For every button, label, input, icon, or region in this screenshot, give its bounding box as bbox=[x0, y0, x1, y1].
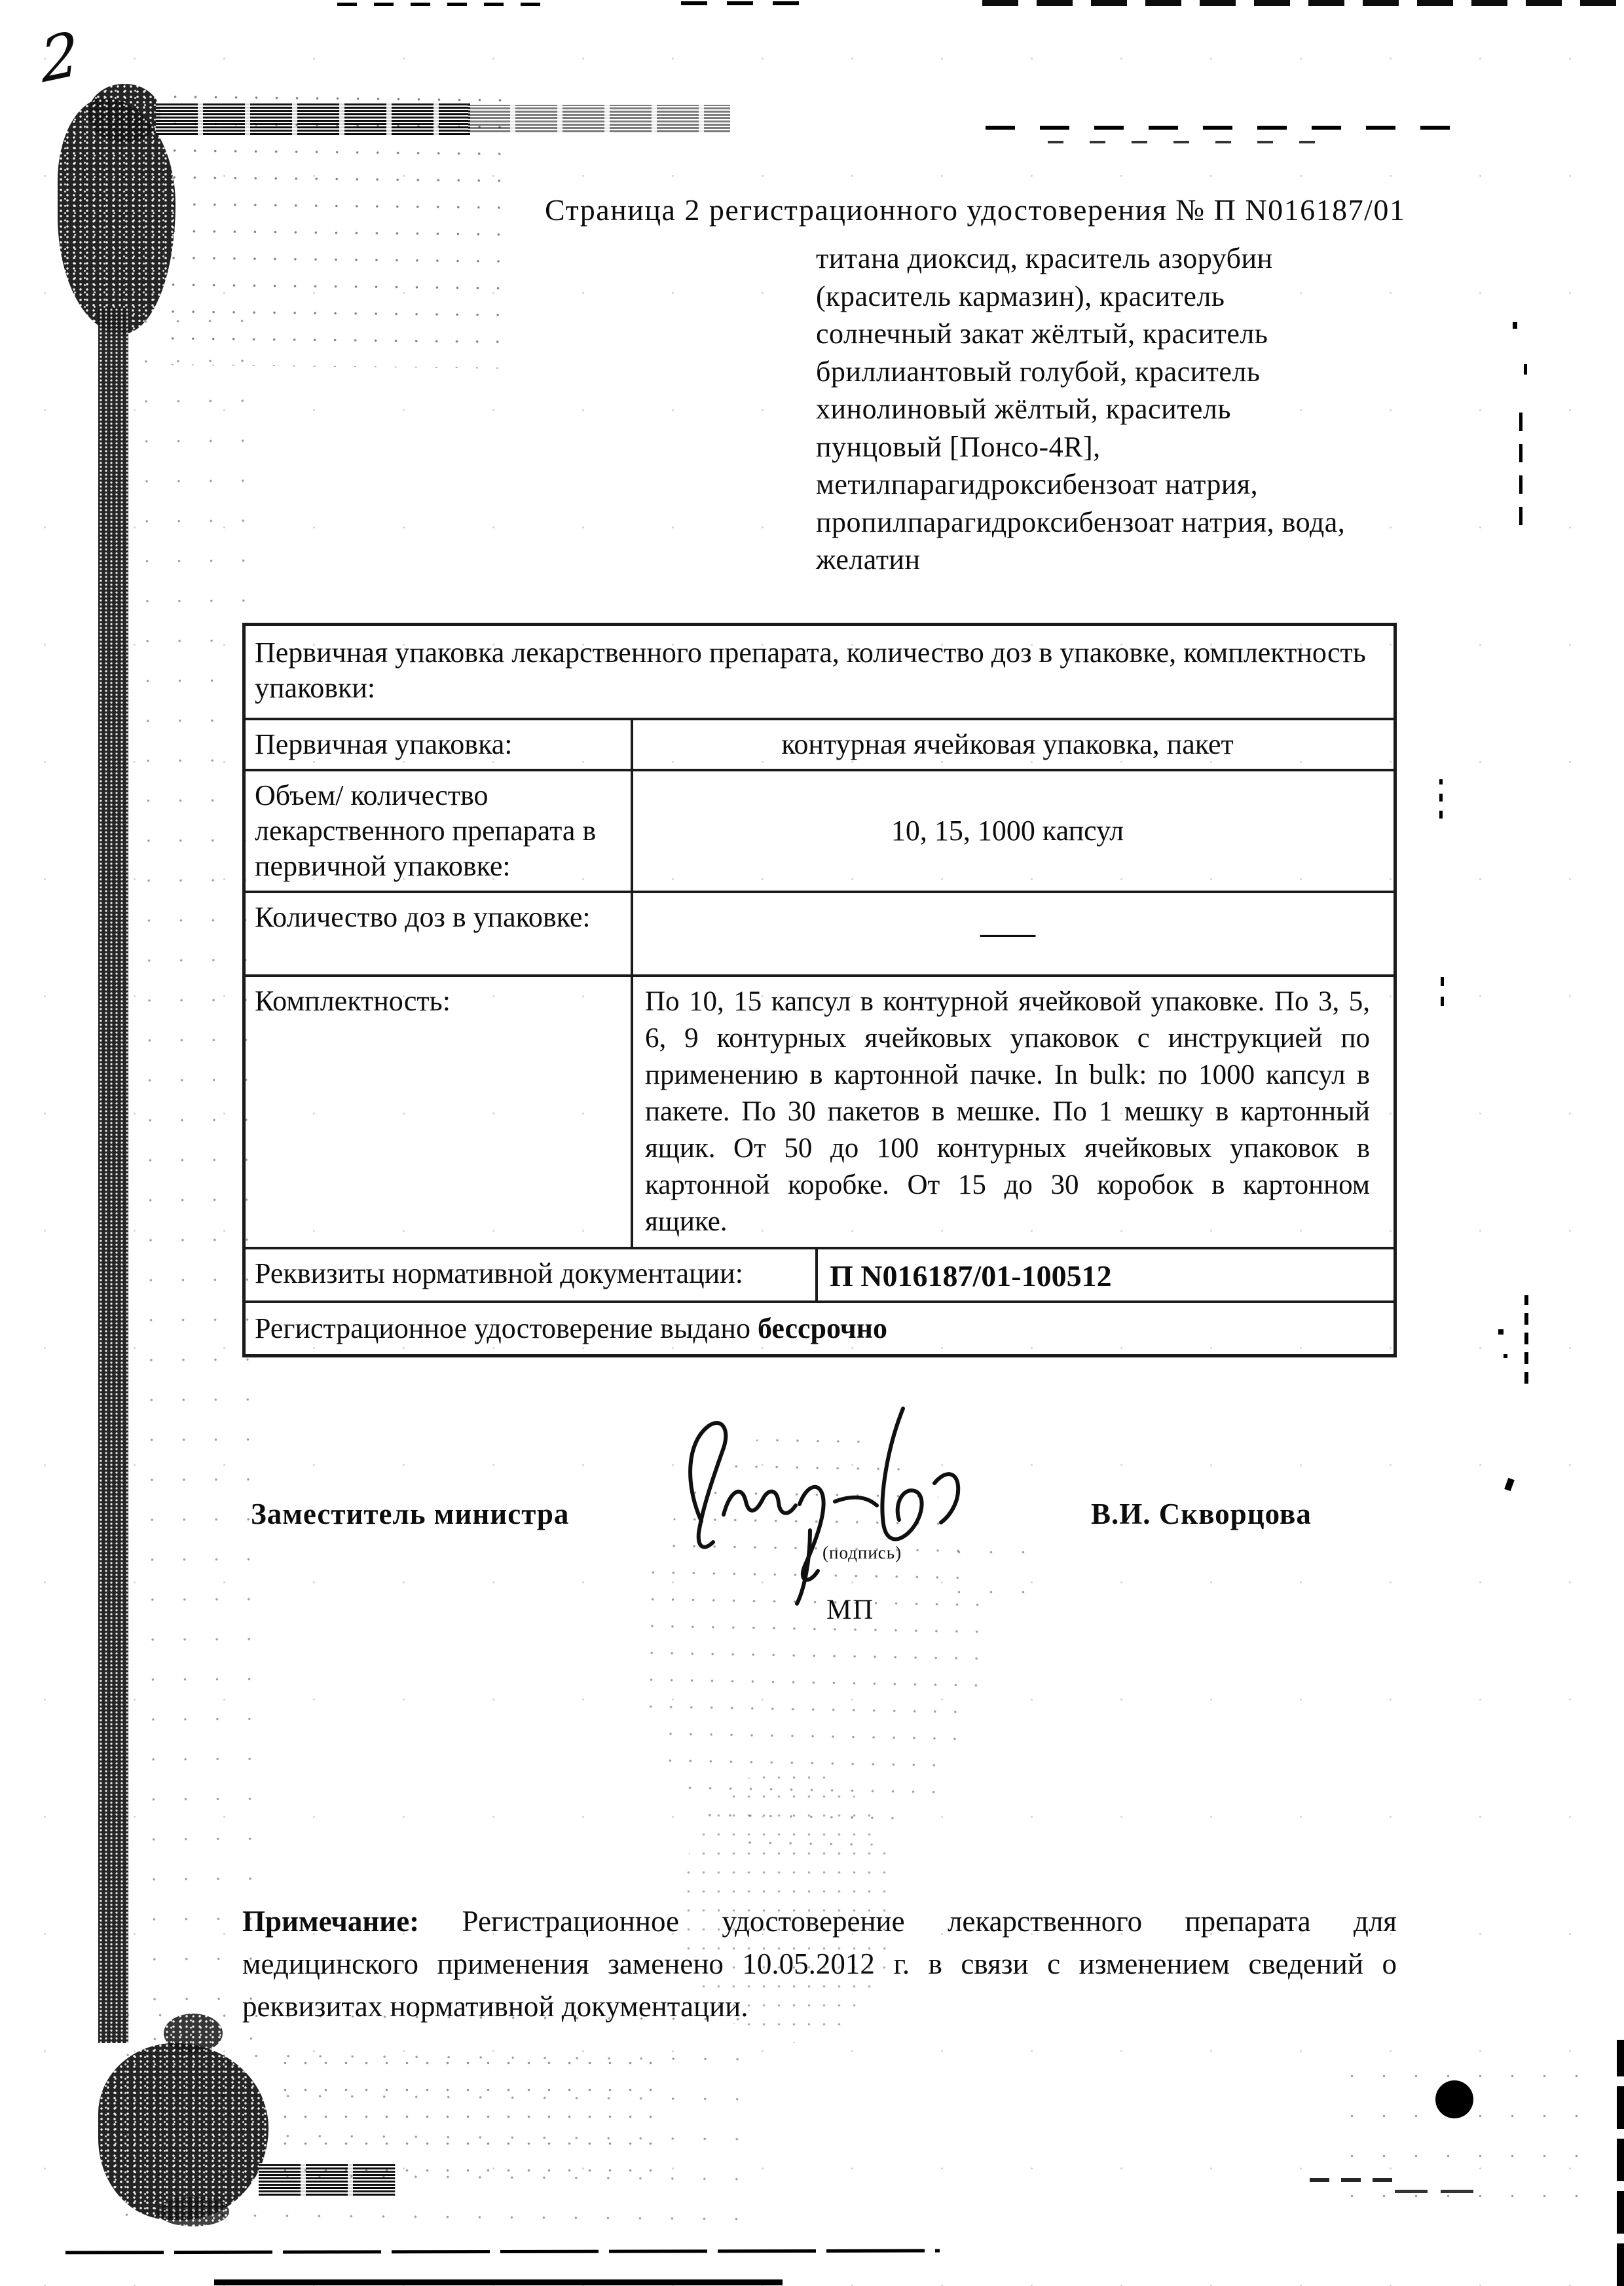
composition-line: титана диоксид, краситель азорубин bbox=[816, 242, 1273, 274]
scan-artifact-speck bbox=[1524, 364, 1527, 375]
scan-artifact-bottom-line-thick bbox=[214, 2279, 783, 2285]
packaging-table bbox=[242, 623, 1397, 1357]
composition-line: бриллиантовый голубой, краситель bbox=[816, 355, 1261, 388]
table-row-value: П N016187/01-100512 bbox=[830, 1259, 1112, 1293]
scan-artifact-vertical-dashes bbox=[1439, 779, 1443, 819]
composition-line: метилпарагидроксибензоат натрия, bbox=[816, 468, 1259, 500]
border-ornament-left-strip bbox=[98, 308, 128, 2043]
scan-artifact-speck bbox=[1504, 1478, 1515, 1491]
page-title: Страница 2 регистрационного удостоверения № П N016187/01 bbox=[545, 193, 1406, 227]
scan-artifact-speck bbox=[1513, 322, 1517, 329]
signatory-name: В.И. Скворцова bbox=[1091, 1498, 1312, 1530]
table-row bbox=[246, 720, 1393, 771]
scan-artifact-dash bbox=[1395, 2190, 1473, 2193]
composition-line: пропилпарагидроксибензоат натрия, вода, bbox=[816, 506, 1346, 538]
table-row-value: По 10, 15 капсул в контурной ячейковой упаковке. По 3, 5, 6, 9 контурных ячейковых упаковок с инструкцией по применению в картонной пачке. In bulk: по 1000 капсул в пакете. По 30 пакетов в мешке. По 1 мешку в картонный ящик. От 50 до 100 контурных ячейковых упаковок в картонной коробке. От 15 до 30 коробок в картонном ящике. bbox=[645, 986, 1370, 1237]
scan-artifact-top-dash bbox=[337, 3, 547, 6]
scan-artifact-top-dash bbox=[986, 126, 1454, 130]
scan-artifact-top-dash bbox=[1048, 141, 1329, 143]
scan-artifact-speckle bbox=[275, 2050, 668, 2194]
table-row-label: Реквизиты нормативной документации: bbox=[246, 1249, 818, 1300]
scan-artifact-dash bbox=[1310, 2178, 1398, 2182]
composition-line: пунцовый [Понсо-4R], bbox=[816, 430, 1101, 463]
scan-artifact-vertical-dashes bbox=[1441, 969, 1444, 1006]
table-row-label: Первичная упаковка: bbox=[246, 720, 633, 769]
table-row bbox=[246, 893, 1393, 977]
stamp-place-label: МП bbox=[826, 1595, 875, 1625]
signature-caption: (подпись) bbox=[822, 1543, 902, 1562]
scan-artifact-vertical-dashes bbox=[1524, 1295, 1528, 1384]
table-row-label: Объем/ количество лекарственного препарата в первичной упаковке: bbox=[246, 771, 633, 891]
table-header-cell: Первичная упаковка лекарственного препарата, количество доз в упаковке, комплектность упаковки: bbox=[246, 626, 1393, 720]
scan-artifact-top-dash bbox=[681, 1, 799, 5]
composition-block bbox=[816, 240, 1418, 579]
table-row-label: Комплектность: bbox=[246, 977, 633, 1247]
composition-line: (краситель кармазин), краситель bbox=[816, 280, 1225, 312]
table-row bbox=[246, 977, 1393, 1249]
scan-artifact-vertical-dashes bbox=[1519, 407, 1522, 525]
handwritten-page-number: 2 bbox=[38, 18, 81, 97]
table-row bbox=[246, 771, 1393, 893]
note-text: Регистрационное удостоверение лекарственного препарата для медицинского применения заменено 10.05.2012 г. в связи с изменением сведений о реквизитах нормативной документации. bbox=[242, 1905, 1397, 2023]
footer-text-bold: бессрочно bbox=[757, 1312, 888, 1344]
composition-line: желатин bbox=[816, 544, 921, 576]
composition-line: хинолиновый жёлтый, краситель bbox=[816, 393, 1231, 425]
table-row-value: 10, 15, 1000 капсул bbox=[891, 815, 1124, 847]
scan-artifact-speckle bbox=[1336, 2056, 1598, 2207]
scan-artifact-speckle bbox=[943, 1532, 1028, 1617]
scan-artifact-speck bbox=[1498, 1329, 1504, 1335]
footer-text: Регистрационное удостоверение выдано bbox=[255, 1312, 758, 1344]
table-row bbox=[246, 1303, 1393, 1354]
note-label: Примечание: bbox=[242, 1905, 420, 1938]
empty-value-dash: — bbox=[980, 917, 1035, 949]
table-row-value: контурная ячейковая упаковка, пакет bbox=[781, 728, 1234, 760]
table-row-label: Количество доз в упаковке: bbox=[246, 893, 633, 974]
table-row-value bbox=[633, 893, 1393, 974]
signatory-position-title: Заместитель министра bbox=[251, 1498, 570, 1530]
scan-artifact-bottom-line bbox=[65, 2249, 940, 2255]
scan-artifact-top-dash bbox=[982, 0, 1623, 6]
table-row bbox=[246, 1249, 1393, 1303]
table-footer-cell bbox=[246, 1303, 1393, 1354]
scan-artifact-speck bbox=[1504, 1354, 1507, 1358]
composition-line: солнечный закат жёлтый, краситель bbox=[816, 318, 1268, 350]
scan-artifact-right-edge-strip bbox=[1617, 2040, 1624, 2286]
